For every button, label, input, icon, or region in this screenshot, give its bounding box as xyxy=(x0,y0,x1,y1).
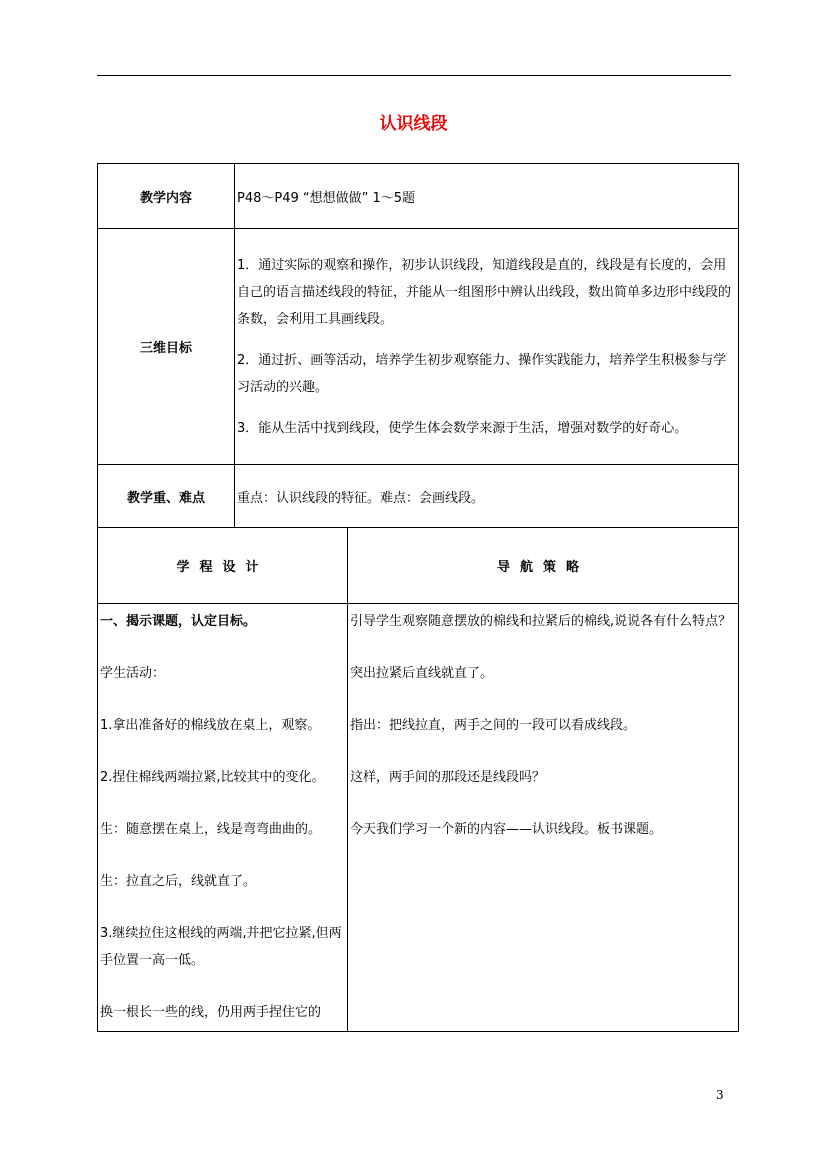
list-item: 生：拉直之后，线就直了。 xyxy=(100,874,257,889)
header-rule xyxy=(97,75,731,76)
value-teaching-content: P48～P49 “想想做做” 1～5题 xyxy=(235,164,739,229)
learning-design-cell xyxy=(98,604,348,1032)
list-item: 学生活动： xyxy=(100,666,166,681)
header-learning-design: 学程设计 xyxy=(98,528,348,604)
list-item: 指出：把线拉直，两手之间的一段可以看成线段。 xyxy=(350,718,637,733)
row-key-points xyxy=(98,465,739,528)
objective-item-3: 3．能从生活中找到线段，使学生体会数学来源于生活，增强对数学的好奇心。 xyxy=(237,420,688,436)
section-heading: 一、揭示课题，认定目标。 xyxy=(100,614,257,629)
objective-item-1: 1．通过实际的观察和操作，初步认识线段，知道线段是直的，线段是有长度的，会用自己的语言描述线段的特征，并能从一组图形中辨认出线段，数出简单多边形中线段的条数，会利用工具画线段。 xyxy=(237,257,732,327)
lesson-plan-table xyxy=(97,163,739,1032)
label-key-points: 教学重、难点 xyxy=(98,465,235,528)
list-item: 这样，两手间的那段还是线段吗？ xyxy=(350,770,546,785)
objective-item-2: 2．通过折、画等活动，培养学生初步观察能力、操作实践能力，培养学生积极参与学习活动的兴趣。 xyxy=(237,352,727,395)
page-title: 认识线段 xyxy=(379,114,448,134)
label-teaching-content: 教学内容 xyxy=(98,164,235,229)
list-item: 2.捏住棉线两端拉紧,比较其中的变化。 xyxy=(100,770,325,785)
list-item: 生：随意摆在桌上，线是弯弯曲曲的。 xyxy=(100,822,322,837)
objectives-cell xyxy=(235,229,739,465)
list-item: 突出拉紧后直线就直了。 xyxy=(350,666,494,681)
header-navigation-strategy: 导航策略 xyxy=(348,528,739,604)
label-objectives: 三维目标 xyxy=(98,229,235,465)
navigation-strategy-cell xyxy=(348,604,739,1032)
list-item: 3.继续拉住这根线的两端,并把它拉紧,但两手位置一高一低。 xyxy=(100,926,342,968)
row-lesson-body xyxy=(98,604,739,1032)
list-item: 换一根长一些的线，仍用两手捏住它的 xyxy=(100,1005,322,1020)
list-item: 1.拿出准备好的棉线放在桌上，观察。 xyxy=(100,718,321,733)
list-item: 引导学生观察随意摆放的棉线和拉紧后的棉线,说说各有什么特点？ xyxy=(350,614,732,629)
row-teaching-content xyxy=(98,164,739,229)
page-number: 3 xyxy=(716,1088,724,1102)
row-objectives xyxy=(98,229,739,465)
value-key-points: 重点：认识线段的特征。难点：会画线段。 xyxy=(235,465,739,528)
row-column-headers xyxy=(98,528,739,604)
list-item: 今天我们学习一个新的内容——认识线段。板书课题。 xyxy=(350,822,663,837)
